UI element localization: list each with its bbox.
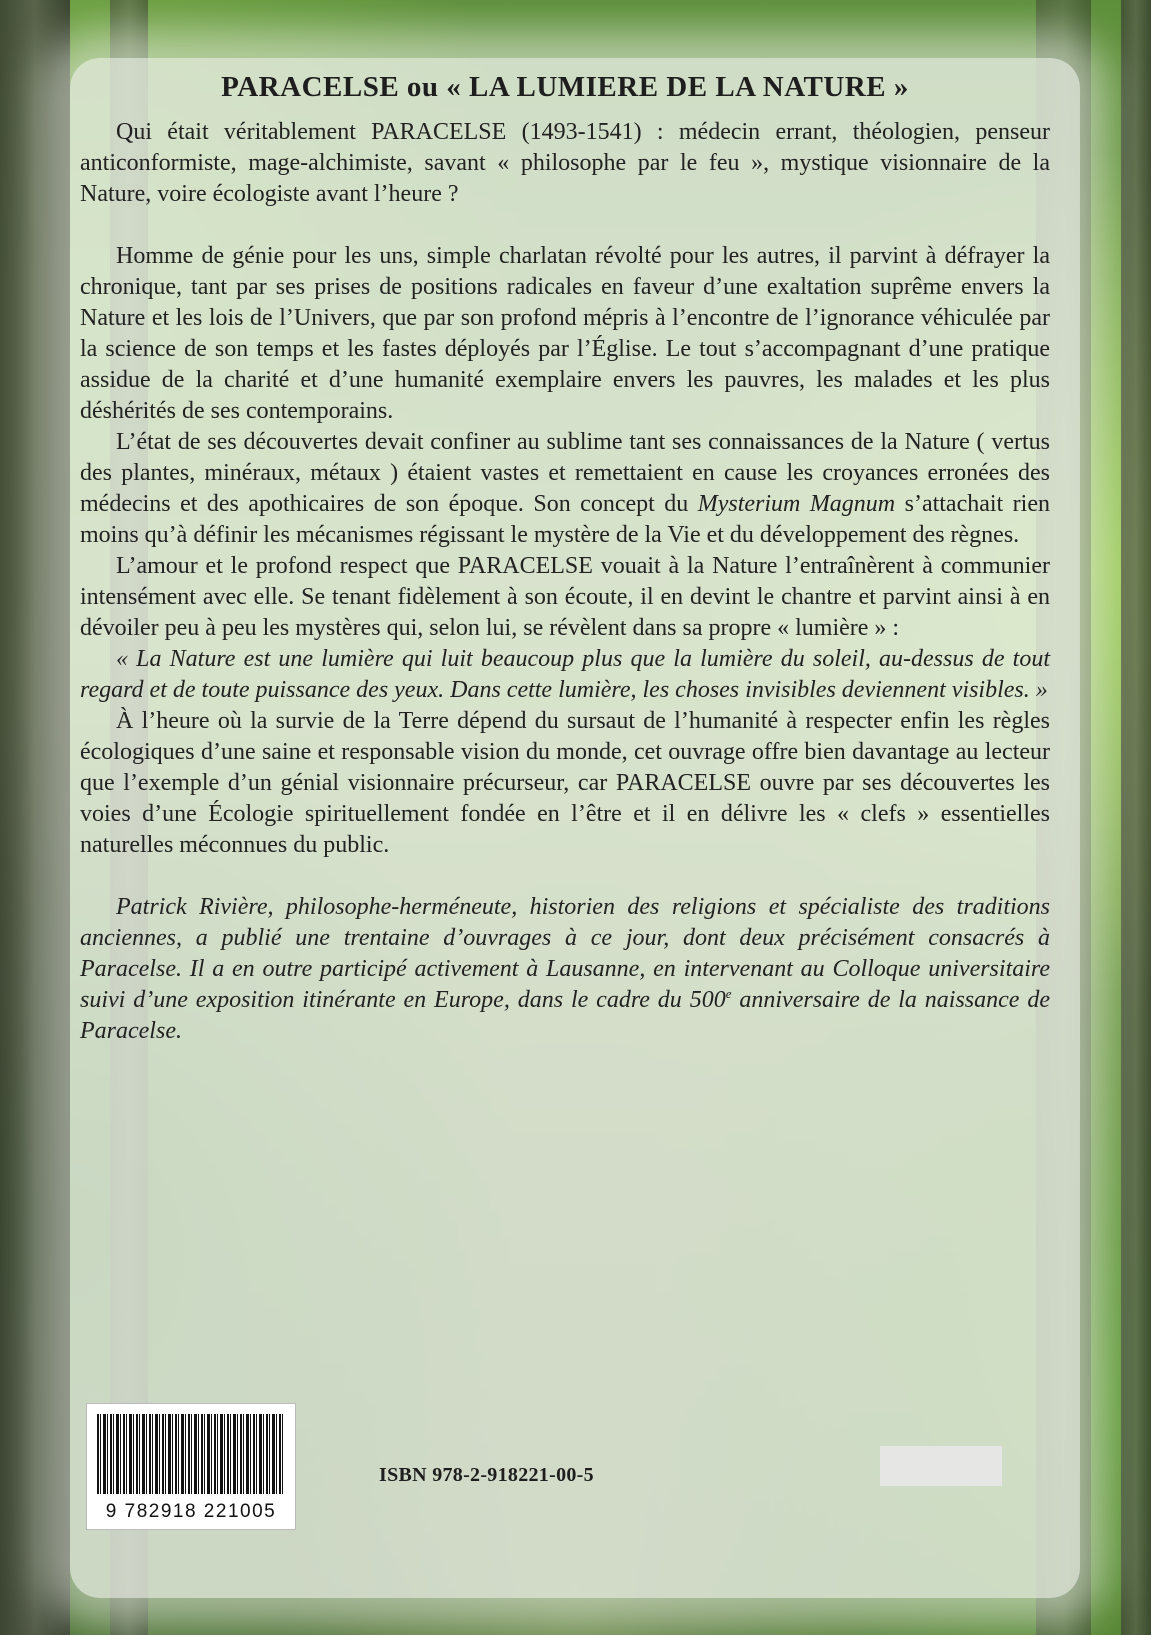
discoveries-paragraph: [80, 427, 1050, 551]
barcode-digits: 9 782918 221005: [105, 1501, 277, 1522]
isbn-label: ISBN 978-2-918221-00-5: [379, 1464, 594, 1486]
tree-trunk-right: [1121, 0, 1151, 1635]
author-bio-text: Patrick Rivière, philosophe-herméneute, historien des religions et spécialiste des traditions anciennes, a publié une trentaine d’ouvrages à ce jour, dont deux précisément consacrés à Paracelse. Il a en outre participé activement à Lausanne, en intervenant au Colloque universitaire suivi d’une exposition itinérante en Europe, dans le cadre du 500: [80, 894, 1050, 1013]
ecology-paragraph: À l’heure où la survie de la Terre dépend du sursaut de l’humanité à respecter enfin les règles écologiques d’une saine et responsable vision du monde, cet ouvrage offre bien davantage au lecteur que l’exemple d’un génial visionnaire précurseur, car PARACELSE ouvre par ses découvertes les voies d’une Écologie spirituellement fondée en l’être et il en délivre les « clefs » essentielles naturelles méconnues du public.: [80, 708, 1050, 858]
mysterium-magnum-term: Mysterium Magnum: [697, 491, 896, 517]
discoveries-text-end: s’attachait rien moins qu’à définir les mécanismes régissant le mystère de la Vie et du développement des règnes.: [80, 491, 1050, 548]
nature-love-paragraph: L’amour et le profond respect que PARACELSE vouait à la Nature l’entraînèrent à communier intensément avec elle. Se tenant fidèlement à son écoute, il en devint le chantre et parvint ainsi à en dévoiler peu à peu les mystères qui, selon lui, se révèlent dans sa propre « lumière » :: [80, 553, 1050, 641]
book-title: PARACELSE ou « LA LUMIERE DE LA NATURE »: [221, 71, 909, 103]
genius-paragraph: Homme de génie pour les uns, simple charlatan révolté pour les autres, il parvint à défrayer la chronique, tant par ses prises de positions radicales en faveur d’une exaltation suprême envers la Nature et les lois de l’Univers, que par son profond mépris à l’encontre de l’ignorance véhiculée par la science de son temps et les fastes déployés par l’Église. Le tout s’accompagnant d’une pratique assidue de la charité et d’une humanité exemplaire envers les pauvres, les malades et les plus déshérités de ses contemporains.: [80, 243, 1050, 424]
intro-paragraph: Qui était véritablement PARACELSE (1493-1541) : médecin errant, théologien, penseur anticonformiste, mage-alchimiste, savant « philosophe par le feu », mystique visionnaire de la Nature, voire écologiste avant l’heure ?: [80, 119, 1050, 207]
author-bio-text-end: anniversaire de la naissance de Paracelse.: [80, 987, 1051, 1044]
price-sticker: [880, 1446, 1002, 1486]
barcode: [86, 1403, 296, 1530]
discoveries-text-start: L’état de ses découvertes devait confiner au sublime tant ses connaissances de la Nature ( vertus des plantes, minéraux, métaux ) étaient vastes et remettaient en cause les croyances erronées des médecins et des apothicaires de son époque. Son concept du: [80, 429, 1050, 517]
ordinal-superscript: e: [725, 986, 732, 1001]
paragraph-spacer: [80, 210, 1050, 241]
cover-text: [80, 72, 1050, 1047]
nature-quote: « La Nature est une lumière qui luit beaucoup plus que la lumière du soleil, au-dessus de tout regard et de toute puissance des yeux. Dans cette lumière, les choses invisibles deviennent visibles. »: [80, 646, 1050, 703]
author-bio: [80, 892, 1050, 1047]
paragraph-spacer: [80, 861, 1050, 892]
tree-trunk-left: [0, 0, 70, 1635]
barcode-bars: [97, 1414, 285, 1494]
